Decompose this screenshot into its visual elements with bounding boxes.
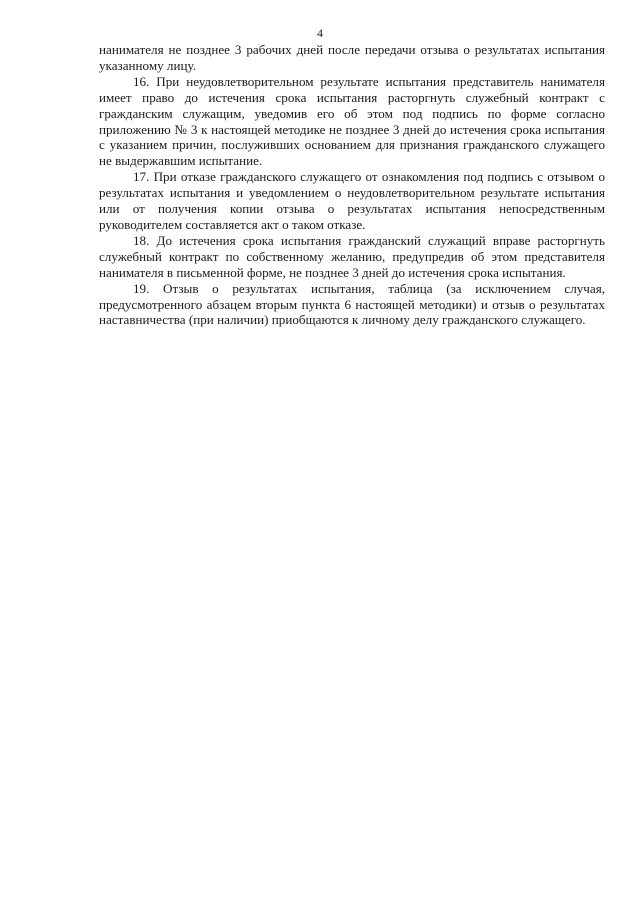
paragraph-16: 16. При неудовлетворительном результате испытания представитель нанимателя имеет право до истечения срока испытания расторгнуть служебный контракт с гражданским служащим, уведомив его об этом под подпись по форме согласно приложению № 3 к настоящей методике не позднее 3 дней до истечения срока испытания с указанием причин, послуживших основанием для признания гражданского служащего не выдержавшим испытание. [99, 73, 605, 169]
paragraph-17: 17. При отказе гражданского служащего от ознакомления под подпись с отзывом о результатах испытания и уведомлением о неудовлетворительном результате испытания или от получения копии отзыва о результатах испытания непосредственным руководителем составляется акт о таком отказе. [99, 169, 605, 232]
document-body [99, 42, 605, 328]
page-number: 4 [317, 26, 323, 40]
paragraph-19: 19. Отзыв о результатах испытания, таблица (за исключением случая, предусмотренного абзацем вторым пункта 6 настоящей методики) и отзыв о результатах наставничества (при наличии) приобщаются к личному делу гражданского служащего. [99, 280, 605, 328]
paragraph-15-continuation: нанимателя не позднее 3 рабочих дней после передачи отзыва о результатах испытания указанному лицу. [99, 42, 605, 73]
paragraph-18: 18. До истечения срока испытания гражданский служащий вправе расторгнуть служебный контракт по собственному желанию, предупредив об этом представителя нанимателя в письменной форме, не позднее 3 дней до истечения срока испытания. [99, 232, 605, 280]
